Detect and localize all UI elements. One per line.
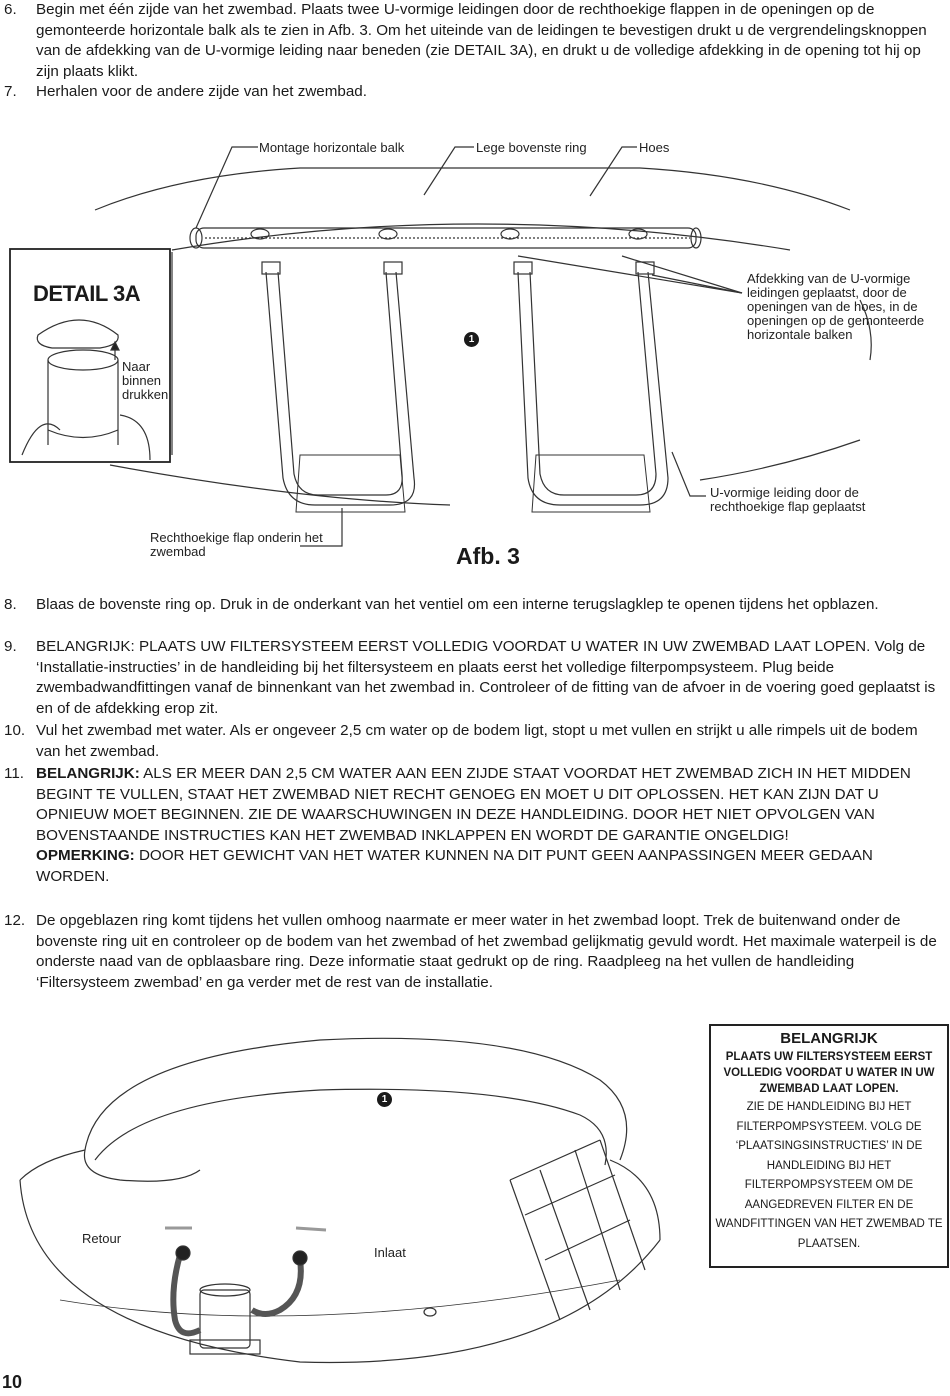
step-body: Volg de ‘Installatie-instructies’ in de handleiding bij het filtersysteem en plaats eerst het volledige filterpompsysteem. Plug beide zwembadwandfittingen vanaf de binnenkant van het zwembad in. Controleer of de fitting van de afvoer in de voering goed geplaatst is en of de afdekking erop zit. [36, 638, 936, 717]
step-number: 8. [4, 596, 17, 613]
page-number: 10 [2, 1372, 23, 1392]
label-inlaat: Inlaat [374, 1245, 406, 1260]
step-bold: BELANGRIJK: [36, 765, 140, 782]
step-bold-note: OPMERKING: [36, 847, 135, 864]
step-8 [4, 595, 944, 616]
detail-push-label: Naar binnen drukken [122, 359, 169, 402]
wall-bottom-right [700, 440, 860, 480]
step-number: 6. [4, 1, 17, 18]
detail-3a-title: DETAIL 3A [33, 281, 141, 306]
pool-ring-outer [85, 1038, 627, 1160]
marker-1: 1 [377, 1092, 392, 1107]
label-u-pipe: U-vormige leiding door de rechthoekige flap geplaatst [710, 485, 866, 514]
step-number: 9. [4, 638, 17, 655]
important-box [709, 1024, 949, 1268]
wall-bottom [110, 465, 450, 505]
horizontal-bar [196, 228, 696, 248]
label-horizontal-bar: Montage horizontale balk [259, 140, 405, 155]
step-caps: BELANGRIJK: PLAATS UW FILTERSYSTEEM EERST VOLLEDIG VOORDAT U WATER IN UW ZWEMBAD LAAT LOPEN. [36, 638, 871, 655]
label-top-ring: Lege bovenste ring [476, 140, 587, 155]
filter-pump [200, 1290, 250, 1348]
marker-1: 1 [464, 332, 479, 347]
step-text [36, 764, 944, 887]
u-pipe-right [518, 272, 668, 505]
step-caps: ALS ER MEER DAN 2,5 CM WATER AAN EEN ZIJDE STAAT VOORDAT HET ZWEMBAD ZICH IN HET MIDDEN BEGINT TE VULLEN, STAAT HET ZWEMBAD NIET RECHT GENOEG EN MOET U DIT OPLOSSEN. HET KAN ZIJN DAT U OPNIEUW MOET BEGINNEN. ZIE DE WAARSCHUWINGEN IN DEZE HANDLEIDING. DOOR HET NIET OPVOLGEN VAN BOVENSTAANDE INSTRUCTIES KAN HET ZWEMBAD INKLAPPEN EN WORDT DE GARANTIE ONGELDIG! [36, 765, 911, 844]
ring-inner-edge [172, 224, 790, 250]
step-text [36, 637, 944, 719]
step-6 [4, 0, 944, 82]
figure-caption: Afb. 3 [456, 543, 520, 569]
step-11 [4, 764, 944, 887]
label-retour: Retour [82, 1231, 122, 1246]
step-number: 10. [4, 722, 26, 739]
label-flap: Rechthoekige flap onderin het zwembad [150, 530, 323, 559]
label-cover: Hoes [639, 140, 670, 155]
step-number: 11. [4, 765, 24, 782]
u-pipe-left [266, 272, 415, 505]
step-text: Blaas de bovenste ring op. Druk in de onderkant van het ventiel om een interne terugslagklep te openen tijdens het opblazen. [36, 596, 879, 613]
label-cover-caps: Afdekking van de U-vormige leidingen geplaatst, door de openingen van de hoes, in de openingen op de gemonteerde horizontale balken [747, 271, 925, 342]
step-12 [4, 911, 944, 993]
step-7 [4, 82, 944, 103]
step-number: 12. [4, 912, 26, 929]
step-number: 7. [4, 83, 17, 100]
step-10 [4, 721, 944, 762]
important-title: BELANGRIJK [780, 1030, 878, 1047]
step-text: Begin met één zijde van het zwembad. Plaats twee U-vormige leidingen door de rechthoekige flappen in de openingen op de gemonteerde horizontale balk als te zien in Afb. 3. Om het uiteinde van de leidingen te bevestigen drukt u de vergrendelingsknoppen van de afdekking van de U-vormige leiding naar beneden (zie DETAIL 3A), en drukt u de volledige afdekking in de opening tot hij op zijn plaats klikt. [36, 1, 927, 80]
ring-top-edge [95, 168, 850, 210]
step-9 [4, 637, 944, 719]
pool-wall [20, 1180, 660, 1362]
important-bold-text: PLAATS UW FILTERSYSTEEM EERST VOLLEDIG VOORDAT U WATER IN UW ZWEMBAD LAAT LOPEN. [723, 1051, 935, 1095]
step-text: De opgeblazen ring komt tijdens het vullen omhoog naarmate er meer water in het zwembad loopt. Trek de buitenwand onder de bovenste ring uit en controleer op de bodem van het zwembad of het zwembad gelijkmatig gevuld wordt. Het maximale waterpeil is de onderste naad van de opblaasbare ring. Deze informatie staat gedrukt op de ring. Raadpleeg na het vullen de handleiding ‘Filtersysteem zwembad’ en ga verder met de rest van de installatie. [36, 912, 937, 991]
step-text: Herhalen voor de andere zijde van het zwembad. [36, 83, 367, 100]
step-text: Vul het zwembad met water. Als er ongeveer 2,5 cm water op de bodem ligt, stopt u met vullen en strijkt u alle rimpels uit de bodem van het zwembad. [36, 722, 918, 760]
step-caps-note: DOOR HET GEWICHT VAN HET WATER KUNNEN NA DIT PUNT GEEN AANPASSINGEN MEER GEDAAN WORDEN. [36, 847, 873, 885]
important-body-text: ZIE DE HANDLEIDING BIJ HET FILTERPOMPSYSTEEM. VOLG DE ‘PLAATSINGSINSTRUCTIES’ IN DE HANDLEIDING BIJ HET FILTERPOMPSYSTEEM OM DE AANGEDREVEN FILTER EN DE WANDFITTINGEN VAN HET ZWEMBAD TE PLAATSEN. [715, 1101, 943, 1250]
